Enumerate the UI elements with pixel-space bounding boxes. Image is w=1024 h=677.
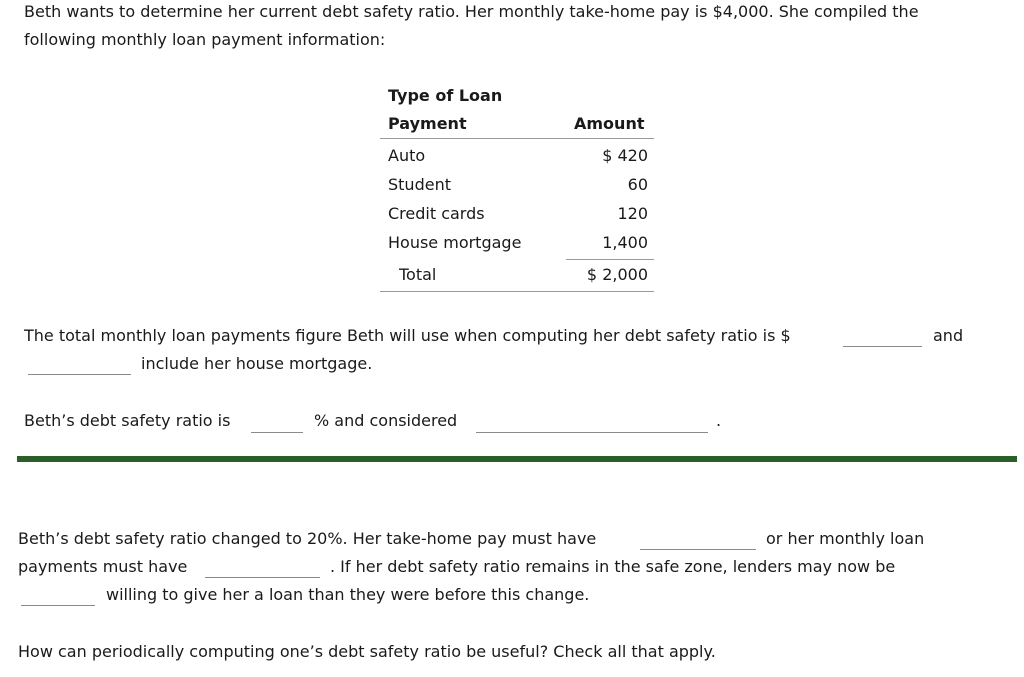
q3-text-b: or her monthly loan [766, 529, 925, 548]
q2-ratio-input[interactable] [251, 432, 303, 433]
table-row-type: House mortgage [388, 233, 522, 252]
q4-text: How can periodically computing one’s debt safety ratio be useful? Check all that apply. [18, 642, 716, 661]
q3-lender-willingness-dropdown[interactable] [21, 605, 95, 606]
q3-text-d: . If her debt safety ratio remains in the safe zone, lenders may now be [330, 557, 896, 576]
q3-text-a: Beth’s debt safety ratio changed to 20%. Her take-home pay must have [18, 529, 597, 548]
section-divider [17, 456, 1017, 462]
table-row-amount: $ 420 [602, 146, 648, 165]
q1-text-c: include her house mortgage. [141, 354, 373, 373]
table-row-type: Credit cards [388, 204, 485, 223]
table-row-amount: 120 [617, 204, 648, 223]
table-subtotal-rule [566, 259, 654, 260]
q1-text-a: The total monthly loan payments figure Beth will use when computing her debt safety ratio is $ [24, 326, 791, 345]
q2-text-b: % and considered [314, 411, 458, 430]
q3-payments-dropdown[interactable] [205, 577, 320, 578]
table-header-type-line2: Payment [388, 114, 467, 133]
table-total-amount: $ 2,000 [586, 265, 648, 284]
table-header-amount: Amount [574, 114, 645, 133]
table-bottom-rule [380, 291, 654, 292]
table-row-type: Auto [388, 146, 426, 165]
q3-text-c: payments must have [18, 557, 188, 576]
table-header-type-line1: Type of Loan [388, 86, 503, 105]
intro-line-1: Beth wants to determine her current debt safety ratio. Her monthly take-home pay is $4,000. She compiled the [24, 2, 919, 21]
table-header-rule [380, 138, 654, 139]
table-row-amount: 1,400 [602, 233, 648, 252]
q3-text-e: willing to give her a loan than they were before this change. [106, 585, 590, 604]
q3-take-home-dropdown[interactable] [640, 549, 756, 550]
q2-text-c: . [716, 411, 722, 430]
table-row-amount: 60 [627, 175, 648, 194]
table-row-type: Student [388, 175, 451, 194]
table-total-label: Total [399, 265, 437, 284]
q2-assessment-dropdown[interactable] [476, 432, 708, 433]
q1-text-b: and [933, 326, 964, 345]
q1-total-payments-input[interactable] [843, 346, 922, 347]
q1-mortgage-dropdown[interactable] [28, 374, 131, 375]
intro-line-2: following monthly loan payment information: [24, 30, 386, 49]
q2-text-a: Beth’s debt safety ratio is [24, 411, 231, 430]
